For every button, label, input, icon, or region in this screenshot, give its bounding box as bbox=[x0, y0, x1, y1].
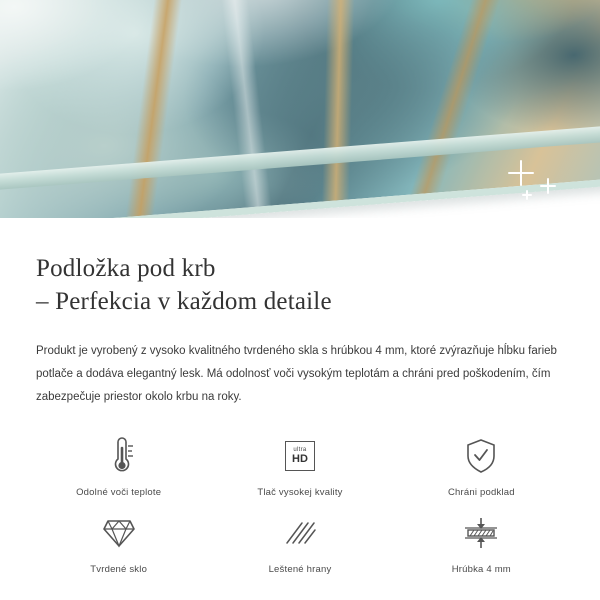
thickness-icon bbox=[461, 512, 501, 554]
badge-top-text: ultra bbox=[293, 447, 307, 453]
feature-label: Chráni podklad bbox=[447, 487, 515, 498]
title-line-1: Podložka pod krb bbox=[36, 255, 216, 282]
glass-panel-artwork bbox=[0, 0, 600, 218]
feature-item-polished-edges bbox=[209, 512, 390, 575]
diamond-icon bbox=[101, 512, 137, 554]
feature-label: Tlač vysokej kvality bbox=[257, 487, 343, 498]
feature-item-tempered-glass bbox=[28, 512, 209, 575]
feature-grid bbox=[0, 435, 600, 575]
feature-item-print-quality bbox=[209, 435, 390, 498]
ultra-hd-icon bbox=[285, 435, 315, 477]
title-line-2: – Perfekcia v každom detaile bbox=[36, 288, 332, 315]
polished-edges-icon bbox=[282, 512, 318, 554]
feature-item-temperature bbox=[28, 435, 209, 498]
product-description: Produkt je vyrobený z vysoko kvalitného tvrdeného skla s hrúbkou 4 mm, ktoré zvýrazňuje hĺbku farieb potlače a dodáva elegantný lesk. Má odolnosť voči vysokým teplotám a chráni pred poškodením, čím zabezpečuje priestor okolo krbu na roky. bbox=[36, 345, 557, 403]
feature-label: Odolné voči teplote bbox=[76, 487, 162, 498]
feature-label: Leštené hrany bbox=[268, 564, 332, 575]
text-content bbox=[0, 218, 600, 409]
feature-item-thickness bbox=[391, 512, 572, 575]
shield-check-icon bbox=[464, 435, 498, 477]
hero-image bbox=[0, 0, 600, 218]
badge-bottom-text: HD bbox=[292, 453, 308, 465]
page-title bbox=[36, 252, 564, 318]
thermometer-icon bbox=[101, 435, 137, 477]
feature-label: Tvrdené sklo bbox=[90, 564, 148, 575]
feature-item-protection bbox=[391, 435, 572, 498]
feature-label: Hrúbka 4 mm bbox=[451, 564, 511, 575]
